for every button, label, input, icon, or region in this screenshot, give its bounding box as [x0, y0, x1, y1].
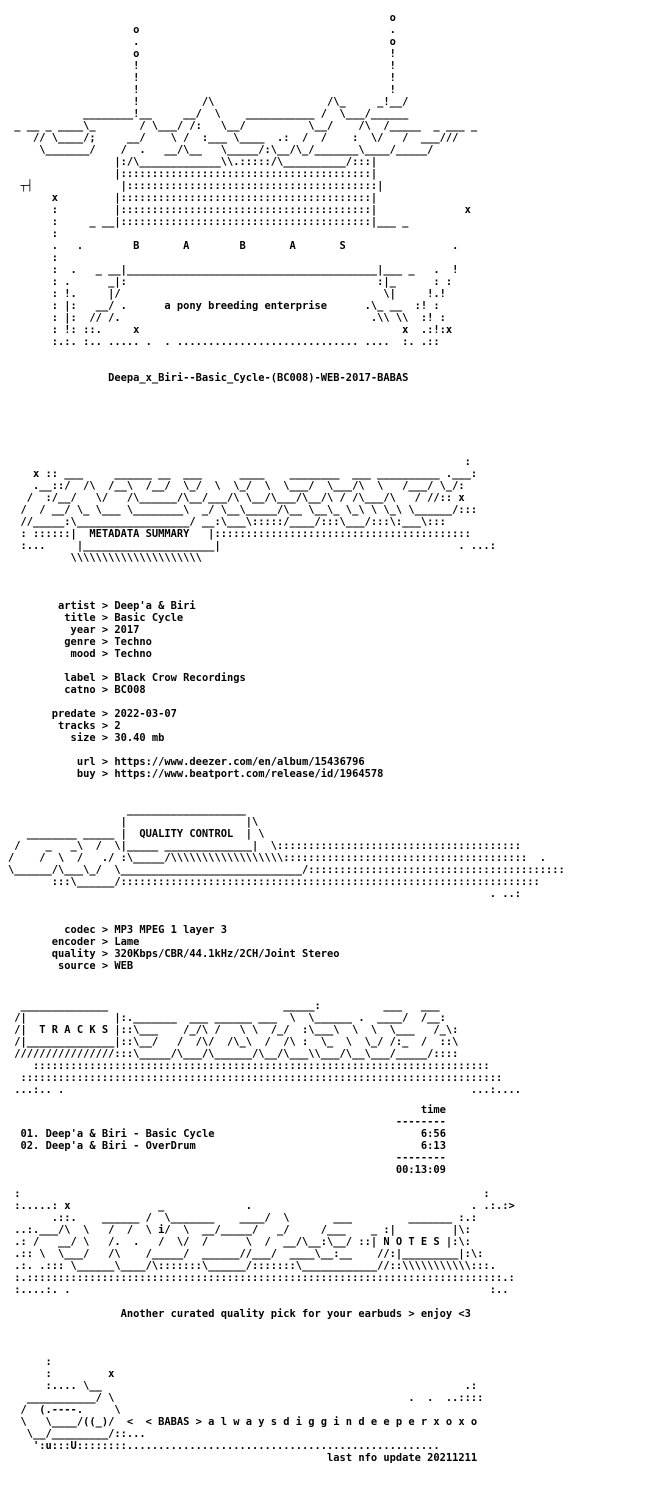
meta-catno: catno > BC008 [8, 684, 146, 696]
metadata-ascii-banner: : x :: ___ ______ __ ___ ____ ________ ___ __________ .___: .__::/ /\ /__\ /__/ \_/ \ \_/ \ \___/ \___/\ \ /___/ \_/: / :/__/ \/ /\______/\__/___/\ \__/\___/\__/\ / /\___/\ / //:: x / / __/ \_ \___ \________\ _/ \__\_____/\__ \__\_ \_\ \ \_\ \______/::: //_____:\__________________/ __:\___\:::::/____/:::\___/:::\:___\::: : ::::::| METADATA SUMMARY |::::::::::::::::::::::::::::::::::::::::: :... |_____________________| . ...: \\\\\\\\\\\\\\\\\\\\\ [20, 456, 496, 564]
meta-year: year > 2017 [8, 624, 140, 636]
meta-label: label > Black Crow Recordings [8, 672, 246, 684]
notes-ascii-banner: : : :.....: x _ . . .:.:> .::. ______ / \_______ ____/ \ ___ _______ :.: ..:.___/\ \ / / \ i/ \ __/_____/ _/ /___ _ :| |\: .: / __/ \ /. . / \/ / \ / __/\__:\__/ ::| N O T E S |:\: .:: \ \___/ /\ /_____/ ______//___/ ____\__:__ //:|_________|:\: .:. .::: \______\____/\:::::::\______/:::::::\____________//::\\\\\\\\\\\:::. :.::::::::::::::::::::::::::::::::::::::::::::::::::::::::::::::::::::::::::::.: :....:. . :.. [14, 1188, 515, 1296]
meta-buy: buy > https://www.beatport.com/release/id/1964578 [8, 768, 384, 780]
track-row: 02. Deep'a & Biri - OverDrum 6:13 [20, 1140, 446, 1152]
metadata-list [8, 600, 383, 780]
track-row: 01. Deep'a & Biri - Basic Cycle 6:56 [20, 1128, 446, 1140]
tracks-rule: -------- [395, 1116, 446, 1128]
quality-codec: codec > MP3 MPEG 1 layer 3 [8, 924, 227, 936]
meta-title: title > Basic Cycle [8, 612, 184, 624]
meta-url: url > https://www.deezer.com/en/album/15436796 [8, 756, 365, 768]
tracks-total-time: 00:13:09 [395, 1164, 446, 1176]
meta-tracks: tracks > 2 [8, 720, 121, 732]
header-ascii-art: o o . . o o ! ! ! ! ! ! ! ! /\ /\_ _!__/ ________!__ __/ \ ___________ / \___/______ _ __ _ ____\_ / \___/ /: \__/ \__/ /\ /_____ _ ___ _ // \____/; __/ \ / :___ \____ .: / / : \/ / ___/// \_______/ / . __/\__ \_____/:\__/\_/_______\____/_____/ |:/\_____________\\.:::::/\__________/:::| |::::::::::::::::::::::::::::::::::::::::| ┬┤ |::::::::::::::::::::::::::::::::::::::::| x |::::::::::::::::::::::::::::::::::::::::| : |::::::::::::::::::::::::::::::::::::::::| x : _ __|::::::::::::::::::::::::::::::::::::::::|___ _ : . . B A B A S . : : . _ __|________________________________________|___ _ . ! : . _|: :|_ : : : !. |/ \| !.! : |: __/ . a pony breeding enterprise .\_ __ :! : : |: // /. .\\ \\ :! : : !: ::. x x .:!:x :.:. :.. ..... . . ............................. .... :. .:: Deepa_x_Biri--Basic_Cycle-(BC008)-WEB-2017-BABAS [14, 12, 478, 384]
meta-genre: genre > Techno [8, 636, 152, 648]
notes-text: Another curated quality pick for your earbuds > enjoy <3 [120, 1308, 471, 1320]
quality-quality: quality > 320Kbps/CBR/44.1kHz/2CH/Joint Stereo [8, 948, 340, 960]
tracks-time-header: time [420, 1104, 446, 1116]
quality-encoder: encoder > Lame [8, 936, 140, 948]
meta-mood: mood > Techno [8, 648, 152, 660]
last-update: last nfo update 20211211 [327, 1452, 478, 1464]
meta-artist: artist > Deep'a & Biri [8, 600, 196, 612]
quality-source: source > WEB [8, 960, 134, 972]
meta-predate: predate > 2022-03-07 [8, 708, 177, 720]
quality-list [8, 924, 340, 972]
tracklist [8, 1104, 446, 1176]
meta-size: size > 30.40 mb [8, 732, 165, 744]
tracks-ascii-banner: ______________ _____: ___ ___ /| |:._______ ___ ______ ___ \ \______ . ____/ /__: /| T R A C K S |::\___ /_/\ / \ \ /_/ :\___\ \ \ \___ /_\: /|______________|::\__/ / /\/ /\_\ / /\ : \_ \ \_/ /:_ / ::\ ////////////////:::\_____/\___/\______/\__/\___\\___/\__\___/_____/:::: ::::::::::::::::::::::::::::::::::::::::::::::::::::::::::::::::::::::::: ::::::::::::::::::::::::::::::::::::::::::::::::::::::::::::::::::::::::::::: ...:.. . ...:.... [14, 1000, 521, 1096]
footer-ascii-art: : : x :.... \__ .: ___________/ \ . . ..:::: / (.----. \ \ \____/((_)/ < < BABAS > a l w a y s d i g g i n d e e p e r x o x o \__/_________/::... ':u:::U::::::::.................................................. [20, 1356, 484, 1452]
tracks-rule: -------- [395, 1152, 446, 1164]
quality-ascii-banner: ___________________ | |\ ________ _____ | QUALITY CONTROL | \ / _ _\ / \|_____ ______________| \::::::::::::::::::::::::::::::::::::::: / / \ / ./ :\_____/\\\\\\\\\\\\\\\\\\::::::::::::::::::::::::::::::::::::::: . \______/\___\_/ \_____________________________/::::::::::::::::::::::::::::::::::::::::: :::\______/::::::::::::::::::::::::::::::::::::::::::::::::::::::::::::::::::: . ..: [8, 804, 565, 900]
